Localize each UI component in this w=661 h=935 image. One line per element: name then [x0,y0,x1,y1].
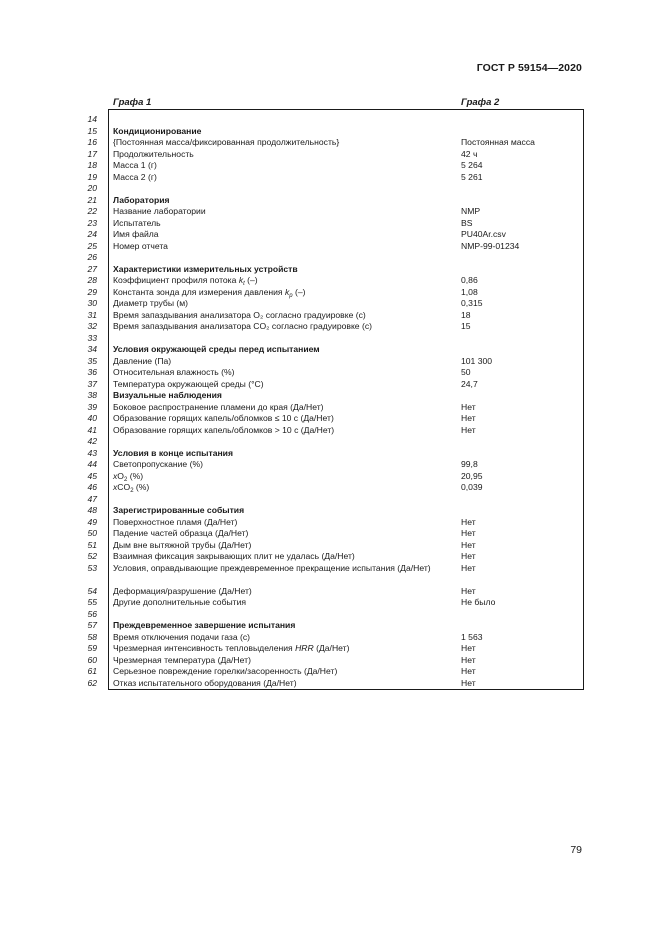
row-number: 33 [87,332,97,343]
row-value: 5 261 [461,171,483,182]
row-value: 101 300 [461,355,493,366]
row-number: 47 [87,493,97,504]
row-value: Нет [461,413,476,423]
row-value: Нет [461,585,476,596]
row-label: Образование горящих капель/обломков > 10 с (Да/Нет) [113,424,335,435]
table-row [0,459,661,471]
row-number: 59 [87,643,97,653]
row-value: Нет [461,516,476,527]
row-number: 50 [87,528,97,538]
row-number: 49 [87,516,97,527]
row-number: 16 [87,137,97,147]
row-value: Нет [461,401,476,412]
row-value: 0,039 [461,482,483,492]
row-value: Нет [461,424,476,435]
row-label: Давление (Па) [113,355,172,366]
row-number: 39 [87,401,97,412]
row-value: 18 [461,309,471,320]
row-number: 30 [87,298,97,308]
table-row [0,666,661,678]
row-label: Чрезмерная температура (Да/Нет) [113,654,251,665]
row-number: 17 [87,148,97,159]
row-value: 5 264 [461,160,483,170]
row-value: NMP [461,206,481,216]
row-label: Номер отчета [113,240,168,251]
table-row [0,597,661,609]
row-label: Имя файла [113,229,159,239]
row-value: Нет [461,562,476,573]
row-number: 24 [87,229,97,239]
section-heading-row [0,344,661,356]
row-value: 15 [461,321,471,331]
table-row [0,206,661,218]
row-number: 60 [87,654,97,665]
row-label: Серьезное повреждение горелки/засоренность (Да/Нет) [113,666,338,676]
column-header-2: Графа 2 [461,97,500,108]
row-number: 55 [87,597,97,607]
row-label: Относительная влажность (%) [113,367,235,377]
row-number: 25 [87,240,97,251]
table-row [0,183,661,195]
row-label: Визуальные наблюдения [113,390,222,400]
table-row [0,494,661,506]
row-number: 35 [87,355,97,366]
row-value: Нет [461,643,476,653]
table-row [0,563,661,586]
table-row [0,275,661,287]
table-row [0,436,661,448]
row-value: NMP-99-01234 [461,240,520,251]
row-value: Нет [461,551,476,561]
row-number: 48 [87,505,97,515]
table-row [0,310,661,322]
row-number: 22 [87,206,97,216]
section-heading-row [0,126,661,138]
data-table [0,114,661,689]
row-label: Дым вне вытяжной трубы (Да/Нет) [113,539,252,550]
section-heading-row [0,620,661,632]
row-number: 14 [87,114,97,124]
table-row [0,333,661,345]
row-label: Условия в конце испытания [113,447,233,458]
table-row [0,586,661,598]
row-number: 54 [87,585,97,596]
row-label: Лаборатория [113,194,170,205]
table-row [0,655,661,667]
row-value: Нет [461,677,476,688]
table-row [0,114,661,126]
row-number: 45 [87,470,97,481]
table-row [0,379,661,391]
row-value: Нет [461,528,476,538]
row-label: Время отключения подачи газа (с) [113,631,251,642]
row-label: Преждевременное завершение испытания [113,620,296,630]
row-label: Время запаздывания анализатора O₂ согласно градуировке (с) [113,309,366,320]
table-row [0,241,661,253]
row-number: 53 [87,562,97,573]
table-row [0,643,661,655]
table-row [0,609,661,621]
section-heading-row [0,195,661,207]
row-value: 50 [461,367,471,377]
table-row [0,367,661,379]
row-value: Нет [461,539,476,550]
row-value: 0,315 [461,298,483,308]
row-label: Падение частей образца (Да/Нет) [113,528,249,538]
row-number: 21 [87,194,97,205]
row-label: Диаметр трубы (м) [113,298,189,308]
row-number: 56 [87,608,97,619]
table-row [0,298,661,310]
row-number: 20 [87,183,97,193]
row-number: 15 [87,125,97,136]
row-label: Кондиционирование [113,125,202,136]
row-number: 32 [87,321,97,331]
row-label: Условия, оправдывающие преждевременное прекращение испытания (Да/Нет) [113,562,431,573]
row-number: 40 [87,413,97,423]
row-label: Испытатель [113,217,161,228]
row-number: 31 [87,309,97,320]
table-row [0,402,661,414]
row-value: Не было [461,597,496,607]
table-row [0,356,661,368]
row-value: 0,86 [461,275,478,285]
section-heading-row [0,264,661,276]
row-number: 18 [87,160,97,170]
row-label: Поверхностное пламя (Да/Нет) [113,516,238,527]
row-number: 46 [87,482,97,492]
table-row [0,229,661,241]
row-value: 99,8 [461,459,478,469]
row-value: 24,7 [461,378,478,389]
row-label: xCO$_2$ (%) [113,482,150,494]
page-number: 79 [570,844,582,856]
row-number: 52 [87,551,97,561]
row-number: 58 [87,631,97,642]
row-value: Нет [461,654,476,665]
row-label: {Постоянная масса/фиксированная продолжительность} [113,137,340,147]
row-number: 43 [87,447,97,458]
table-row [0,482,661,494]
row-number: 38 [87,390,97,400]
row-label: Название лаборатории [113,206,206,216]
table-row [0,218,661,230]
row-number: 28 [87,275,97,285]
row-number: 27 [87,263,97,274]
row-number: 34 [87,344,97,354]
table-row [0,413,661,425]
row-value: 1 563 [461,631,483,642]
row-label: Характеристики измерительных устройств [113,263,298,274]
row-number: 29 [87,286,97,297]
row-number: 62 [87,677,97,688]
table-row [0,632,661,644]
table-row [0,160,661,172]
row-label: Светопропускание (%) [113,459,203,469]
row-number: 19 [87,171,97,182]
table-row [0,172,661,184]
row-label: Условия окружающей среды перед испытанием [113,344,320,354]
row-label: Боковое распространение пламени до края (Да/Нет) [113,401,324,412]
row-label: Отказ испытательного оборудования (Да/Нет) [113,677,297,688]
table-row [0,287,661,299]
row-label: Образование горящих капель/обломков ≤ 10 с (Да/Нет) [113,413,334,423]
row-label: Масса 1 (г) [113,160,157,170]
row-value: Нет [461,666,476,676]
row-number: 26 [87,252,97,262]
row-label: Продолжительность [113,148,194,159]
table-row [0,551,661,563]
row-number: 36 [87,367,97,377]
row-label: Другие дополнительные события [113,597,247,607]
row-label: Чрезмерная интенсивность тепловыделения HRR (Да/Нет) [113,643,350,653]
row-value: BS [461,217,473,228]
table-row [0,137,661,149]
row-label: Константа зонда для измерения давления $k_p$ (–) [113,286,306,299]
table-row [0,540,661,552]
table-row [0,425,661,437]
table-row [0,252,661,264]
row-number: 61 [87,666,97,676]
row-value: Постоянная масса [461,137,535,147]
row-label: Деформация/разрушение (Да/Нет) [113,585,252,596]
row-number: 57 [87,620,97,630]
row-label: $xO_2$ (%) [113,470,144,483]
row-label: Зарегистрированные события [113,505,245,515]
table-row [0,471,661,483]
row-value: 42 ч [461,148,478,159]
table-row [0,528,661,540]
row-number: 41 [87,424,97,435]
table-row [0,321,661,333]
column-header-1: Графа 1 [113,97,152,108]
row-value: 1,08 [461,286,478,297]
row-label: Время запаздывания анализатора CO₂ согласно градуировке (с) [113,321,372,331]
row-label: Взаимная фиксация закрывающих плит не удалась (Да/Нет) [113,551,355,561]
row-value: 20,95 [461,470,483,481]
table-row [0,149,661,161]
table-row [0,678,661,690]
row-number: 37 [87,378,97,389]
row-label: Масса 2 (г) [113,171,157,182]
row-label: Коэффициент профиля потока $k_t$ (–) [113,275,258,287]
section-heading-row [0,390,661,402]
row-number: 51 [87,539,97,550]
row-number: 42 [87,436,97,446]
row-label: Температура окружающей среды (°С) [113,378,264,389]
row-value: PU40Ar.csv [461,229,506,239]
standard-id: ГОСТ Р 59154—2020 [476,62,582,74]
row-number: 23 [87,217,97,228]
section-heading-row [0,448,661,460]
table-row [0,517,661,529]
row-number: 44 [87,459,97,469]
section-heading-row [0,505,661,517]
